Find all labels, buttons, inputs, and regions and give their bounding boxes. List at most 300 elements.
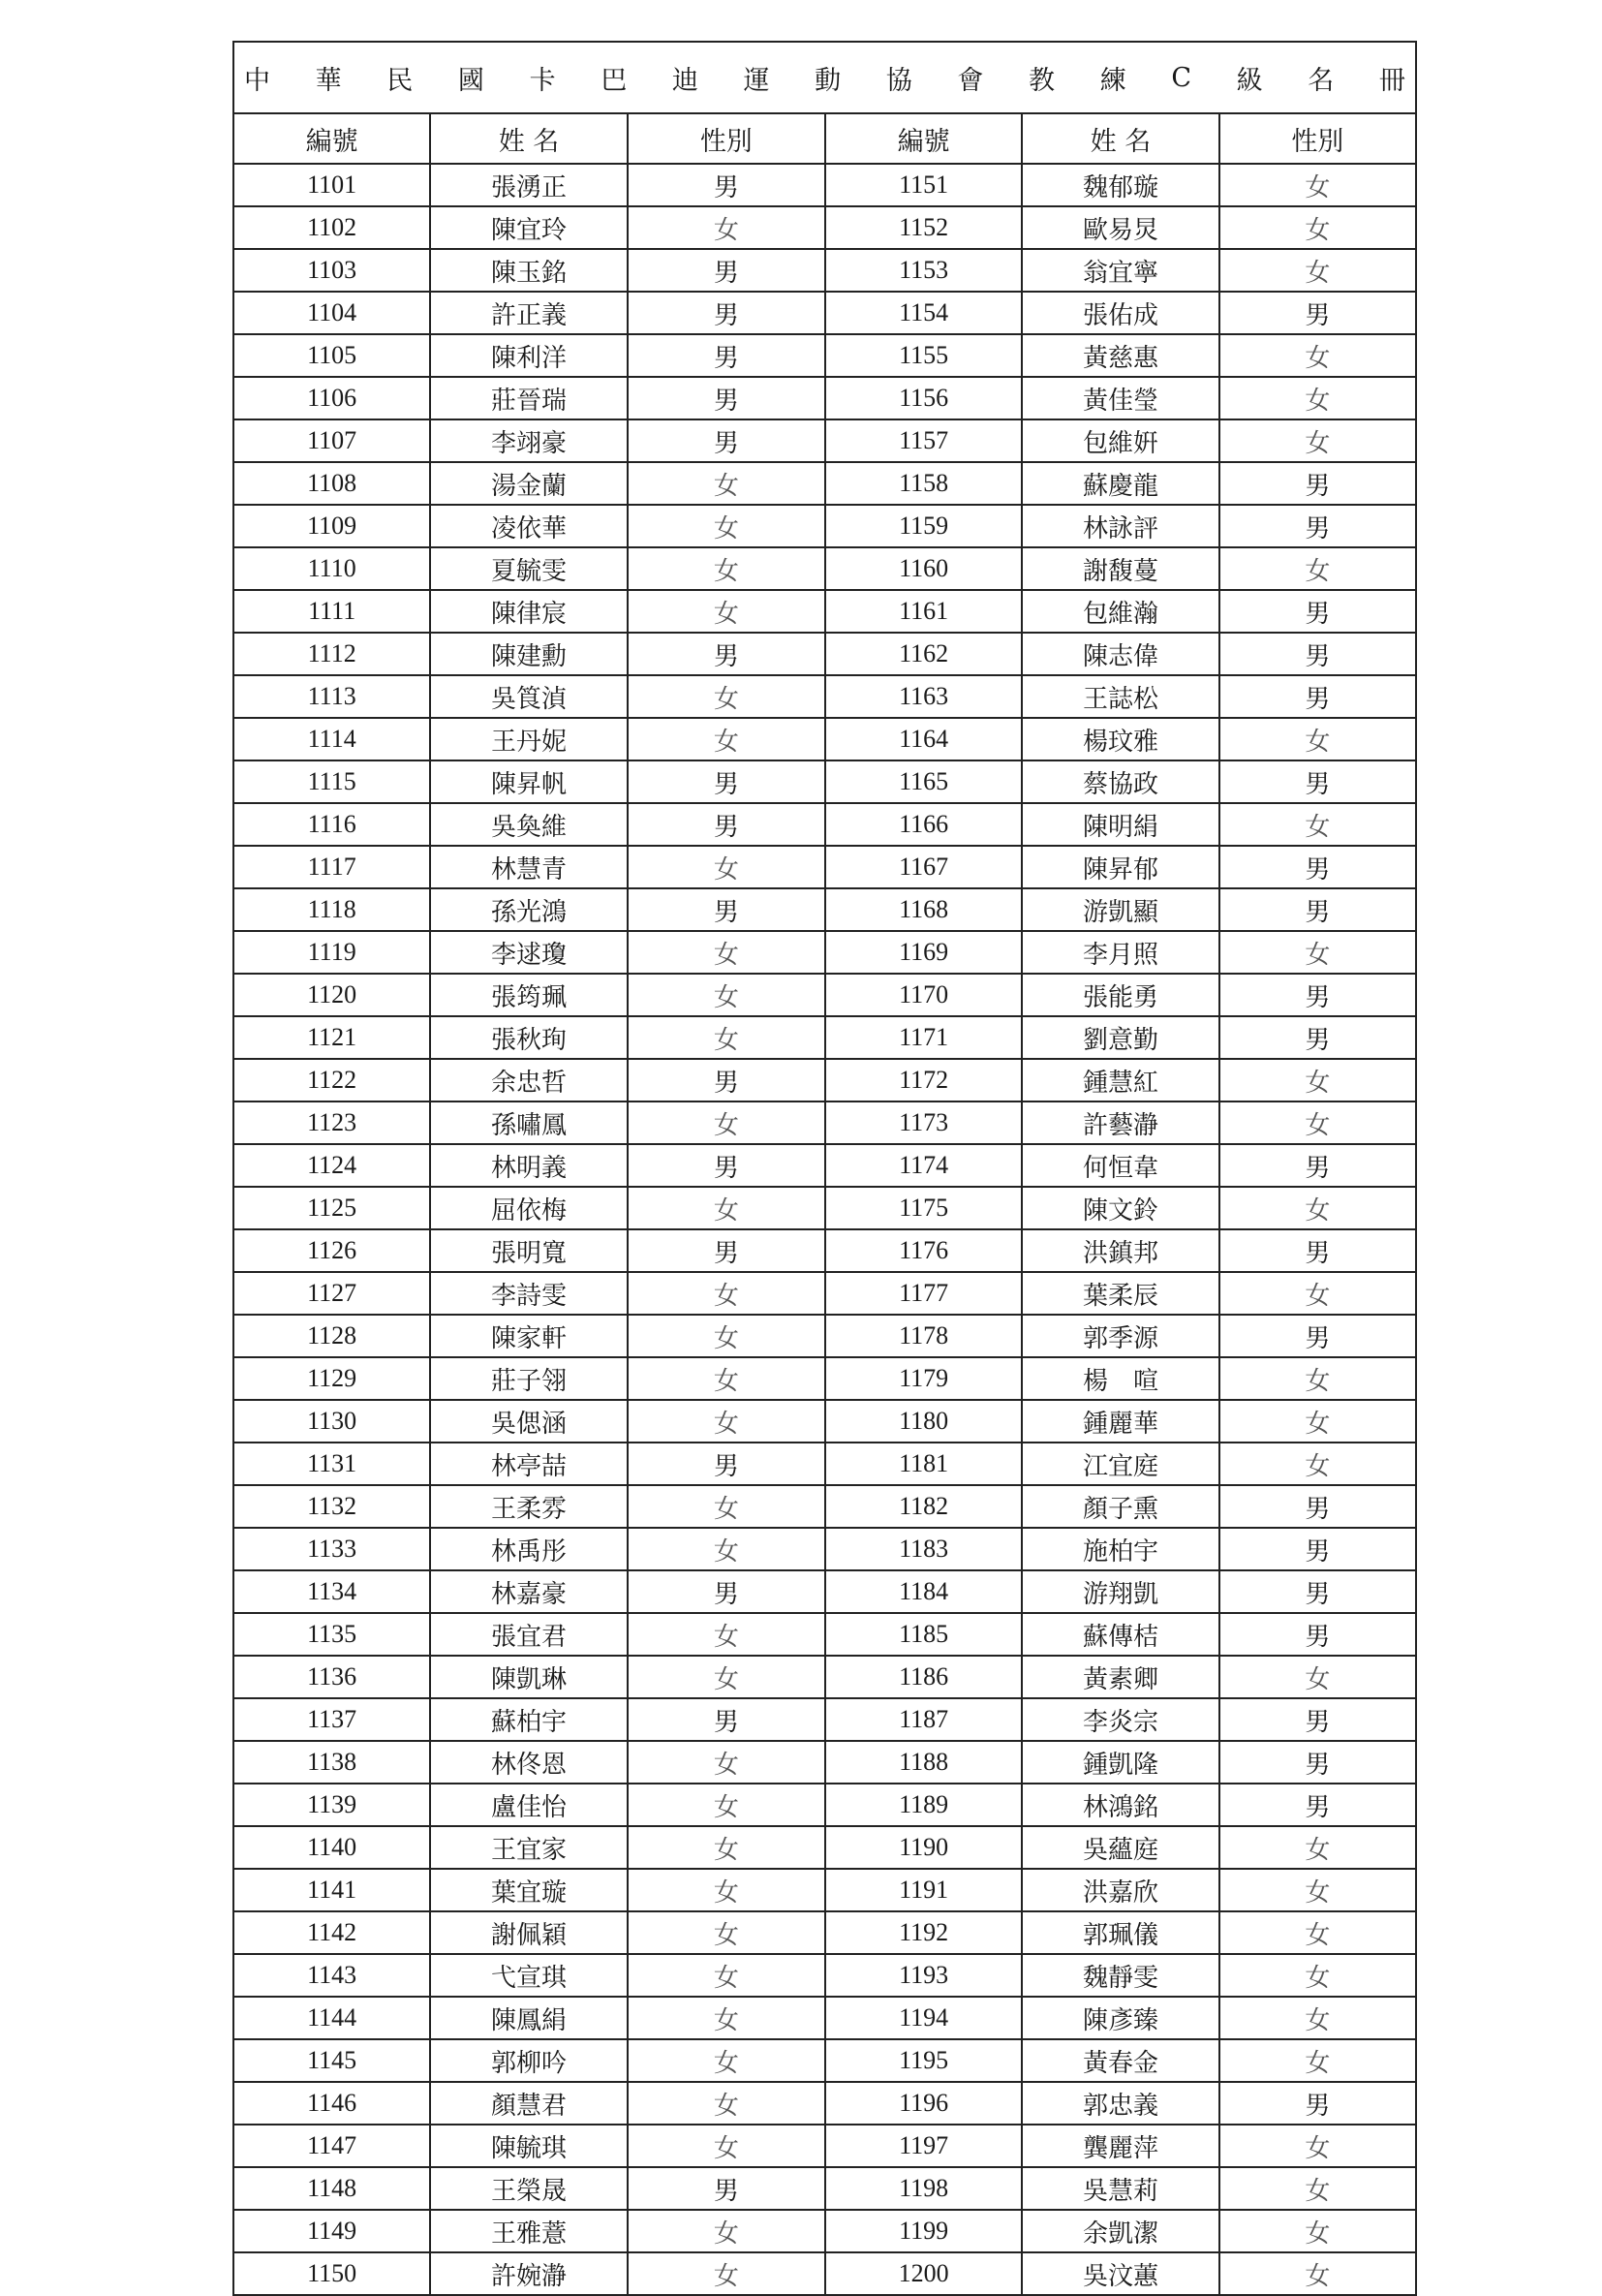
cell-id-left: 1133 xyxy=(233,1528,430,1570)
cell-gender-left: 女 xyxy=(628,1187,825,1229)
cell-id-right: 1197 xyxy=(825,2125,1022,2167)
cell-id-right: 1179 xyxy=(825,1357,1022,1400)
cell-id-right: 1184 xyxy=(825,1570,1022,1613)
cell-id-right: 1194 xyxy=(825,1997,1022,2039)
table-row xyxy=(233,1101,1416,1144)
cell-id-right: 1187 xyxy=(825,1698,1022,1741)
cell-id-right: 1164 xyxy=(825,718,1022,760)
cell-id-right: 1154 xyxy=(825,292,1022,334)
cell-id-left: 1128 xyxy=(233,1315,430,1357)
cell-gender-left: 女 xyxy=(628,547,825,590)
cell-name-left: 葉宜璇 xyxy=(430,1869,627,1911)
cell-id-left: 1117 xyxy=(233,846,430,888)
cell-name-left: 吳偲涵 xyxy=(430,1400,627,1443)
cell-name-right: 游翔凱 xyxy=(1022,1570,1218,1613)
cell-name-right: 吳慧莉 xyxy=(1022,2167,1218,2210)
table-row xyxy=(233,334,1416,377)
cell-name-right: 鍾慧紅 xyxy=(1022,1059,1218,1101)
cell-id-left: 1127 xyxy=(233,1272,430,1315)
table-row xyxy=(233,675,1416,718)
table-row xyxy=(233,2039,1416,2082)
cell-name-right: 吳汶蕙 xyxy=(1022,2252,1218,2295)
cell-name-right: 翁宜寧 xyxy=(1022,249,1218,292)
table-row xyxy=(233,1485,1416,1528)
header-gender-right: 性別 xyxy=(1219,113,1416,164)
cell-id-right: 1166 xyxy=(825,803,1022,846)
cell-gender-right: 女 xyxy=(1219,2039,1416,2082)
cell-gender-right: 男 xyxy=(1219,2082,1416,2125)
cell-id-right: 1200 xyxy=(825,2252,1022,2295)
roster-body xyxy=(233,164,1416,2295)
table-row xyxy=(233,1869,1416,1911)
cell-gender-right: 女 xyxy=(1219,1400,1416,1443)
title-char: 協 xyxy=(885,65,912,96)
cell-id-right: 1192 xyxy=(825,1911,1022,1954)
title-char: 華 xyxy=(315,65,342,96)
cell-gender-left: 女 xyxy=(628,1528,825,1570)
cell-name-right: 林鴻銘 xyxy=(1022,1784,1218,1826)
cell-gender-right: 男 xyxy=(1219,1784,1416,1826)
cell-name-right: 陳昇郁 xyxy=(1022,846,1218,888)
table-row xyxy=(233,1144,1416,1187)
cell-gender-left: 男 xyxy=(628,803,825,846)
cell-name-right: 陳志偉 xyxy=(1022,633,1218,675)
cell-name-left: 莊子翎 xyxy=(430,1357,627,1400)
cell-id-left: 1109 xyxy=(233,505,430,547)
table-row xyxy=(233,718,1416,760)
title-char: C xyxy=(1171,62,1191,93)
cell-gender-right: 女 xyxy=(1219,1997,1416,2039)
cell-gender-right: 男 xyxy=(1219,1315,1416,1357)
cell-name-left: 陳凱琳 xyxy=(430,1656,627,1698)
cell-name-left: 林嘉豪 xyxy=(430,1570,627,1613)
cell-name-right: 謝馥蔓 xyxy=(1022,547,1218,590)
cell-name-right: 施柏宇 xyxy=(1022,1528,1218,1570)
cell-name-right: 游凱顯 xyxy=(1022,888,1218,931)
cell-gender-right: 女 xyxy=(1219,1357,1416,1400)
cell-id-left: 1116 xyxy=(233,803,430,846)
cell-name-left: 蘇柏宇 xyxy=(430,1698,627,1741)
cell-gender-left: 男 xyxy=(628,419,825,462)
cell-gender-right: 女 xyxy=(1219,2125,1416,2167)
cell-gender-left: 女 xyxy=(628,1741,825,1784)
document-title xyxy=(234,59,1415,97)
table-row xyxy=(233,1911,1416,1954)
cell-id-left: 1130 xyxy=(233,1400,430,1443)
cell-gender-right: 女 xyxy=(1219,1059,1416,1101)
cell-id-right: 1178 xyxy=(825,1315,1022,1357)
cell-name-left: 吳奐維 xyxy=(430,803,627,846)
cell-name-left: 林亭喆 xyxy=(430,1443,627,1485)
cell-name-right: 吳蘊庭 xyxy=(1022,1826,1218,1869)
cell-id-right: 1172 xyxy=(825,1059,1022,1101)
cell-gender-left: 女 xyxy=(628,846,825,888)
cell-gender-left: 女 xyxy=(628,1315,825,1357)
cell-name-left: 林佟恩 xyxy=(430,1741,627,1784)
cell-gender-left: 男 xyxy=(628,1443,825,1485)
cell-gender-right: 女 xyxy=(1219,2167,1416,2210)
cell-gender-left: 男 xyxy=(628,377,825,419)
cell-name-right: 黃慈惠 xyxy=(1022,334,1218,377)
cell-gender-right: 男 xyxy=(1219,1698,1416,1741)
cell-id-left: 1147 xyxy=(233,2125,430,2167)
cell-name-left: 張湧正 xyxy=(430,164,627,206)
cell-name-right: 余凱潔 xyxy=(1022,2210,1218,2252)
cell-name-left: 王柔雰 xyxy=(430,1485,627,1528)
cell-id-right: 1189 xyxy=(825,1784,1022,1826)
cell-name-right: 龔麗萍 xyxy=(1022,2125,1218,2167)
cell-id-right: 1168 xyxy=(825,888,1022,931)
cell-id-right: 1169 xyxy=(825,931,1022,974)
header-name-right: 姓 名 xyxy=(1022,113,1218,164)
table-row xyxy=(233,292,1416,334)
cell-name-left: 屈依梅 xyxy=(430,1187,627,1229)
cell-id-left: 1139 xyxy=(233,1784,430,1826)
cell-gender-right: 女 xyxy=(1219,2252,1416,2295)
cell-id-right: 1153 xyxy=(825,249,1022,292)
cell-gender-right: 男 xyxy=(1219,633,1416,675)
cell-gender-right: 男 xyxy=(1219,1741,1416,1784)
cell-id-right: 1188 xyxy=(825,1741,1022,1784)
cell-id-left: 1104 xyxy=(233,292,430,334)
cell-name-left: 弋宣琪 xyxy=(430,1954,627,1997)
cell-id-right: 1156 xyxy=(825,377,1022,419)
cell-id-left: 1131 xyxy=(233,1443,430,1485)
cell-id-right: 1160 xyxy=(825,547,1022,590)
table-row xyxy=(233,633,1416,675)
cell-gender-right: 男 xyxy=(1219,1570,1416,1613)
cell-id-left: 1145 xyxy=(233,2039,430,2082)
cell-id-right: 1163 xyxy=(825,675,1022,718)
cell-gender-left: 女 xyxy=(628,675,825,718)
cell-gender-right: 男 xyxy=(1219,974,1416,1016)
table-row xyxy=(233,590,1416,633)
cell-gender-right: 男 xyxy=(1219,1613,1416,1656)
cell-name-right: 楊 喧 xyxy=(1022,1357,1218,1400)
cell-name-left: 陳利洋 xyxy=(430,334,627,377)
cell-gender-right: 女 xyxy=(1219,1826,1416,1869)
cell-id-right: 1199 xyxy=(825,2210,1022,2252)
cell-name-left: 孫光鴻 xyxy=(430,888,627,931)
cell-name-left: 郭柳吟 xyxy=(430,2039,627,2082)
title-char: 運 xyxy=(743,65,770,96)
cell-id-right: 1177 xyxy=(825,1272,1022,1315)
cell-id-right: 1155 xyxy=(825,334,1022,377)
cell-name-right: 顏子熏 xyxy=(1022,1485,1218,1528)
cell-name-left: 王榮晟 xyxy=(430,2167,627,2210)
table-row xyxy=(233,846,1416,888)
cell-name-left: 余忠哲 xyxy=(430,1059,627,1101)
table-row xyxy=(233,1315,1416,1357)
cell-gender-right: 男 xyxy=(1219,1016,1416,1059)
cell-name-left: 陳玉銘 xyxy=(430,249,627,292)
cell-id-right: 1165 xyxy=(825,760,1022,803)
cell-name-left: 陳宜玲 xyxy=(430,206,627,249)
cell-gender-right: 女 xyxy=(1219,206,1416,249)
cell-gender-right: 男 xyxy=(1219,1144,1416,1187)
cell-name-left: 李詩雯 xyxy=(430,1272,627,1315)
cell-name-right: 黃春金 xyxy=(1022,2039,1218,2082)
cell-name-right: 劉意勤 xyxy=(1022,1016,1218,1059)
cell-gender-right: 男 xyxy=(1219,1528,1416,1570)
cell-id-left: 1119 xyxy=(233,931,430,974)
table-row xyxy=(233,1528,1416,1570)
header-name-left: 姓 名 xyxy=(430,113,627,164)
title-char: 冊 xyxy=(1378,65,1405,96)
cell-name-right: 林詠評 xyxy=(1022,505,1218,547)
table-row xyxy=(233,1059,1416,1101)
table-row xyxy=(233,1997,1416,2039)
table-row xyxy=(233,1826,1416,1869)
title-char: 卡 xyxy=(529,65,556,96)
cell-id-right: 1159 xyxy=(825,505,1022,547)
cell-name-left: 許正義 xyxy=(430,292,627,334)
cell-id-left: 1129 xyxy=(233,1357,430,1400)
cell-gender-left: 女 xyxy=(628,1613,825,1656)
cell-gender-left: 女 xyxy=(628,718,825,760)
title-char: 中 xyxy=(244,65,270,96)
cell-name-right: 楊玟雅 xyxy=(1022,718,1218,760)
cell-gender-left: 女 xyxy=(628,206,825,249)
table-row xyxy=(233,462,1416,505)
title-char: 名 xyxy=(1308,65,1335,96)
cell-name-left: 王雅薏 xyxy=(430,2210,627,2252)
table-row xyxy=(233,1016,1416,1059)
cell-name-right: 張佑成 xyxy=(1022,292,1218,334)
cell-gender-right: 男 xyxy=(1219,675,1416,718)
cell-gender-left: 男 xyxy=(628,334,825,377)
table-row xyxy=(233,1229,1416,1272)
table-row xyxy=(233,1784,1416,1826)
cell-gender-right: 女 xyxy=(1219,1443,1416,1485)
cell-name-left: 林禹彤 xyxy=(430,1528,627,1570)
cell-id-left: 1126 xyxy=(233,1229,430,1272)
cell-gender-left: 女 xyxy=(628,1016,825,1059)
cell-gender-left: 女 xyxy=(628,590,825,633)
cell-name-right: 江宜庭 xyxy=(1022,1443,1218,1485)
cell-gender-left: 男 xyxy=(628,1059,825,1101)
cell-id-right: 1157 xyxy=(825,419,1022,462)
cell-name-right: 陳彥臻 xyxy=(1022,1997,1218,2039)
cell-gender-right: 女 xyxy=(1219,419,1416,462)
cell-id-left: 1135 xyxy=(233,1613,430,1656)
table-row xyxy=(233,2252,1416,2295)
table-row xyxy=(233,931,1416,974)
cell-name-right: 鍾凱隆 xyxy=(1022,1741,1218,1784)
cell-name-right: 魏靜雯 xyxy=(1022,1954,1218,1997)
cell-name-left: 孫嘯鳳 xyxy=(430,1101,627,1144)
cell-id-right: 1182 xyxy=(825,1485,1022,1528)
cell-name-right: 蘇傳桔 xyxy=(1022,1613,1218,1656)
cell-gender-right: 女 xyxy=(1219,803,1416,846)
cell-gender-right: 女 xyxy=(1219,1911,1416,1954)
table-row xyxy=(233,1443,1416,1485)
cell-gender-left: 女 xyxy=(628,1485,825,1528)
cell-gender-left: 女 xyxy=(628,974,825,1016)
cell-name-right: 魏郁璇 xyxy=(1022,164,1218,206)
cell-gender-right: 男 xyxy=(1219,462,1416,505)
cell-gender-left: 男 xyxy=(628,1570,825,1613)
cell-gender-left: 女 xyxy=(628,1954,825,1997)
cell-gender-right: 女 xyxy=(1219,1272,1416,1315)
cell-name-left: 顏慧君 xyxy=(430,2082,627,2125)
cell-gender-right: 男 xyxy=(1219,888,1416,931)
cell-id-right: 1167 xyxy=(825,846,1022,888)
cell-id-left: 1140 xyxy=(233,1826,430,1869)
title-char: 巴 xyxy=(601,65,628,96)
cell-id-left: 1106 xyxy=(233,377,430,419)
cell-id-left: 1111 xyxy=(233,590,430,633)
table-row xyxy=(233,888,1416,931)
cell-name-right: 葉柔辰 xyxy=(1022,1272,1218,1315)
cell-gender-right: 男 xyxy=(1219,292,1416,334)
cell-id-left: 1143 xyxy=(233,1954,430,1997)
cell-name-left: 林慧青 xyxy=(430,846,627,888)
cell-gender-left: 男 xyxy=(628,249,825,292)
cell-gender-right: 女 xyxy=(1219,334,1416,377)
cell-name-right: 陳明絹 xyxy=(1022,803,1218,846)
title-char: 迪 xyxy=(671,65,698,96)
cell-id-left: 1103 xyxy=(233,249,430,292)
cell-id-right: 1175 xyxy=(825,1187,1022,1229)
cell-name-left: 陳律宸 xyxy=(430,590,627,633)
cell-gender-left: 女 xyxy=(628,1784,825,1826)
cell-gender-right: 男 xyxy=(1219,1229,1416,1272)
cell-name-right: 王誌松 xyxy=(1022,675,1218,718)
cell-name-left: 陳建勳 xyxy=(430,633,627,675)
table-row xyxy=(233,1656,1416,1698)
cell-gender-left: 女 xyxy=(628,1911,825,1954)
cell-gender-left: 女 xyxy=(628,1826,825,1869)
cell-id-left: 1146 xyxy=(233,2082,430,2125)
cell-gender-left: 女 xyxy=(628,1400,825,1443)
cell-id-left: 1121 xyxy=(233,1016,430,1059)
cell-name-left: 陳鳳絹 xyxy=(430,1997,627,2039)
cell-name-left: 盧佳怡 xyxy=(430,1784,627,1826)
cell-gender-right: 男 xyxy=(1219,590,1416,633)
cell-gender-left: 男 xyxy=(628,1229,825,1272)
cell-id-right: 1180 xyxy=(825,1400,1022,1443)
cell-name-right: 蔡協政 xyxy=(1022,760,1218,803)
roster-sheet xyxy=(232,41,1417,2296)
table-row xyxy=(233,1187,1416,1229)
cell-name-left: 張筠珮 xyxy=(430,974,627,1016)
cell-gender-left: 男 xyxy=(628,164,825,206)
cell-id-left: 1115 xyxy=(233,760,430,803)
cell-gender-right: 女 xyxy=(1219,249,1416,292)
cell-gender-right: 男 xyxy=(1219,846,1416,888)
cell-name-right: 歐易炅 xyxy=(1022,206,1218,249)
title-char: 動 xyxy=(815,65,842,96)
table-row xyxy=(233,803,1416,846)
cell-gender-right: 女 xyxy=(1219,1869,1416,1911)
cell-gender-left: 女 xyxy=(628,2082,825,2125)
table-row xyxy=(233,1741,1416,1784)
cell-id-right: 1171 xyxy=(825,1016,1022,1059)
cell-id-left: 1141 xyxy=(233,1869,430,1911)
title-char: 國 xyxy=(457,65,484,96)
table-row xyxy=(233,1357,1416,1400)
cell-id-left: 1132 xyxy=(233,1485,430,1528)
cell-id-right: 1190 xyxy=(825,1826,1022,1869)
cell-name-right: 蘇慶龍 xyxy=(1022,462,1218,505)
cell-name-right: 郭忠義 xyxy=(1022,2082,1218,2125)
cell-gender-left: 女 xyxy=(628,2210,825,2252)
cell-name-left: 李逑瓊 xyxy=(430,931,627,974)
cell-gender-left: 女 xyxy=(628,505,825,547)
cell-id-right: 1161 xyxy=(825,590,1022,633)
cell-gender-left: 女 xyxy=(628,1101,825,1144)
cell-gender-left: 男 xyxy=(628,888,825,931)
cell-name-right: 陳文鈴 xyxy=(1022,1187,1218,1229)
cell-name-right: 洪嘉欣 xyxy=(1022,1869,1218,1911)
title-char: 民 xyxy=(386,65,414,96)
table-row xyxy=(233,1698,1416,1741)
cell-name-right: 郭季源 xyxy=(1022,1315,1218,1357)
cell-gender-left: 女 xyxy=(628,1272,825,1315)
cell-name-right: 何恒韋 xyxy=(1022,1144,1218,1187)
cell-gender-right: 女 xyxy=(1219,547,1416,590)
cell-id-right: 1170 xyxy=(825,974,1022,1016)
cell-name-left: 陳昇帆 xyxy=(430,760,627,803)
cell-id-left: 1137 xyxy=(233,1698,430,1741)
table-row xyxy=(233,1613,1416,1656)
cell-gender-right: 女 xyxy=(1219,377,1416,419)
cell-id-right: 1162 xyxy=(825,633,1022,675)
title-char: 教 xyxy=(1029,65,1056,96)
cell-name-right: 黃素卿 xyxy=(1022,1656,1218,1698)
table-row xyxy=(233,2082,1416,2125)
cell-id-left: 1138 xyxy=(233,1741,430,1784)
cell-name-left: 王丹妮 xyxy=(430,718,627,760)
cell-name-right: 包維姸 xyxy=(1022,419,1218,462)
cell-id-left: 1144 xyxy=(233,1997,430,2039)
cell-id-right: 1198 xyxy=(825,2167,1022,2210)
table-row xyxy=(233,1570,1416,1613)
cell-name-left: 謝佩穎 xyxy=(430,1911,627,1954)
cell-id-left: 1108 xyxy=(233,462,430,505)
cell-gender-left: 女 xyxy=(628,1997,825,2039)
cell-name-left: 林明義 xyxy=(430,1144,627,1187)
cell-name-left: 王宜家 xyxy=(430,1826,627,1869)
cell-gender-left: 女 xyxy=(628,1357,825,1400)
table-row xyxy=(233,164,1416,206)
table-row xyxy=(233,505,1416,547)
table-row xyxy=(233,974,1416,1016)
cell-id-left: 1114 xyxy=(233,718,430,760)
cell-name-right: 郭珮儀 xyxy=(1022,1911,1218,1954)
cell-id-left: 1134 xyxy=(233,1570,430,1613)
cell-name-left: 許婉瀞 xyxy=(430,2252,627,2295)
cell-gender-left: 男 xyxy=(628,1698,825,1741)
cell-id-right: 1195 xyxy=(825,2039,1022,2082)
cell-gender-left: 男 xyxy=(628,633,825,675)
cell-id-left: 1136 xyxy=(233,1656,430,1698)
cell-id-left: 1102 xyxy=(233,206,430,249)
cell-name-right: 鍾麗華 xyxy=(1022,1400,1218,1443)
table-row xyxy=(233,2125,1416,2167)
cell-name-left: 吳筤湞 xyxy=(430,675,627,718)
cell-gender-left: 男 xyxy=(628,760,825,803)
header-row xyxy=(233,113,1416,164)
header-id-left: 編號 xyxy=(233,113,430,164)
cell-id-left: 1150 xyxy=(233,2252,430,2295)
cell-name-left: 張宜君 xyxy=(430,1613,627,1656)
cell-gender-left: 女 xyxy=(628,2039,825,2082)
table-row xyxy=(233,1400,1416,1443)
table-row xyxy=(233,1272,1416,1315)
cell-id-left: 1149 xyxy=(233,2210,430,2252)
